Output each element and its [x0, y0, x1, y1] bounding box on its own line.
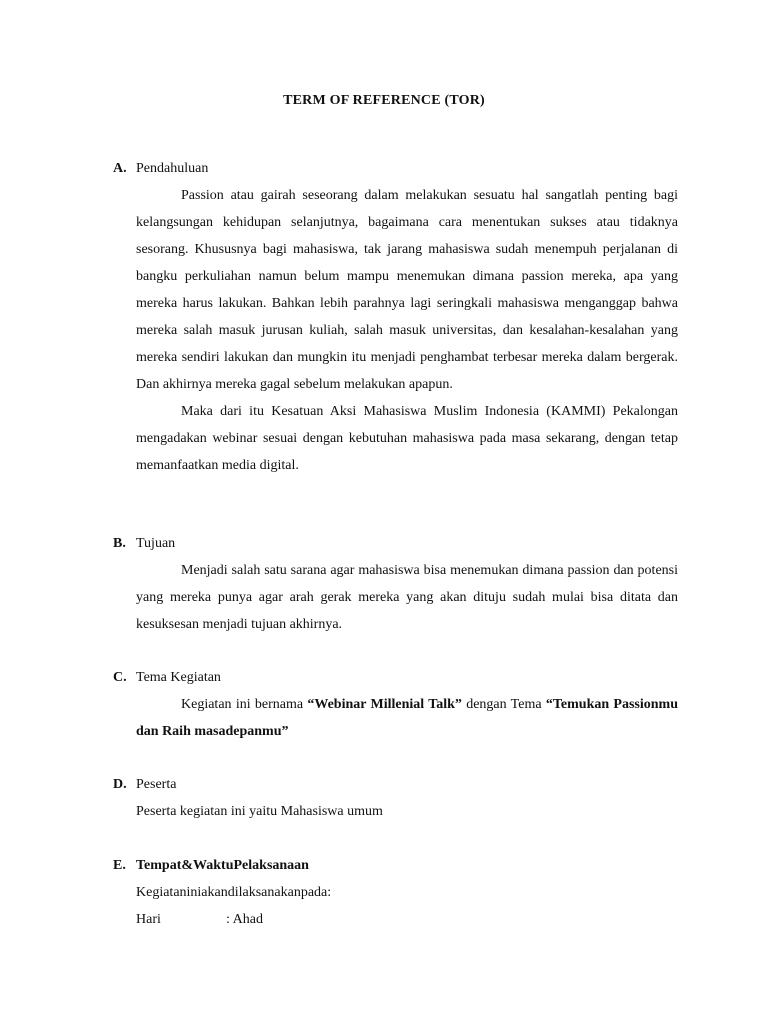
section-heading-text: Tema Kegiatan — [136, 670, 221, 685]
paragraph: Maka dari itu Kesatuan Aksi Mahasiswa Muslim Indonesia (KAMMI) Pekalongan mengadakan webinar sesuai dengan kebutuhan mahasiswa pada masa sekarang, dengan tetap memanfaatkan media digital. — [136, 404, 678, 473]
section-tempat-waktu — [0, 852, 768, 933]
section-body — [136, 182, 678, 479]
paragraph — [136, 691, 678, 745]
section-heading — [0, 530, 768, 557]
paragraph: Menjadi salah satu sarana agar mahasiswa bisa menemukan dimana passion dan potensi yang mereka punya agar arah gerak mereka yang akan dituju sudah mulai bisa ditata dan kesuksesan menjadi tujuan akhirnya. — [136, 563, 678, 632]
section-heading-text: Tempat&WaktuPelaksanaan — [136, 858, 309, 873]
paragraph: Passion atau gairah seseorang dalam melakukan sesuatu hal sangatlah penting bagi kelangsungan kehidupan selanjutnya, bagaimana cara menentukan sukses atau tidaknya sesorang. Khususnya bagi mahasiswa, tak jarang mahasiswa sudah menempuh perjalanan di bangku perkuliahan namun belum mampu menemukan dimana passion mereka, apa yang mereka harus lakukan. Bahkan lebih parahnya lagi seringkali mahasiswa menganggap bahwa mereka salah masuk jurusan kuliah, salah masuk universitas, dan kesalahan-kesalahan yang mereka sendiri lakukan dan mungkin itu menjadi penghambat terbesar mereka dalam bergerak. Dan akhirnya mereka gagal sebelum melakukan apapun. — [136, 188, 678, 392]
section-letter: B. — [113, 536, 126, 551]
section-pendahuluan — [0, 155, 768, 479]
schedule-row-day — [136, 906, 678, 933]
event-name: “Webinar Millenial Talk” — [307, 697, 462, 712]
schedule-intro: Kegiataniniakandilaksanakanpada: — [136, 885, 332, 900]
section-heading — [0, 155, 768, 182]
section-letter: E. — [113, 858, 126, 873]
text-run: dengan Tema — [461, 697, 546, 712]
section-heading-text: Peserta — [136, 777, 177, 792]
text-run: Kegiatan ini bernama — [181, 697, 308, 712]
section-heading — [0, 664, 768, 691]
section-tujuan — [0, 530, 768, 638]
event-theme: “Temukan Passionmu dan Raih masadepanmu” — [136, 697, 678, 739]
day-value: : Ahad — [226, 912, 263, 927]
section-heading — [0, 771, 768, 798]
section-body — [136, 691, 678, 745]
section-peserta — [0, 771, 768, 825]
section-heading-text: Tujuan — [136, 536, 176, 551]
section-letter: C. — [113, 670, 127, 685]
participant-text: Peserta kegiatan ini yaitu Mahasiswa umum — [136, 804, 383, 819]
section-letter: A. — [113, 161, 127, 176]
section-heading-text: Pendahuluan — [136, 161, 209, 176]
document-title: TERM OF REFERENCE (TOR) — [283, 93, 485, 108]
section-heading — [0, 852, 768, 879]
section-tema-kegiatan — [0, 664, 768, 745]
day-label: Hari — [136, 912, 161, 927]
section-body — [136, 798, 678, 825]
section-body — [136, 879, 678, 933]
section-letter: D. — [113, 777, 127, 792]
section-body — [136, 557, 678, 638]
